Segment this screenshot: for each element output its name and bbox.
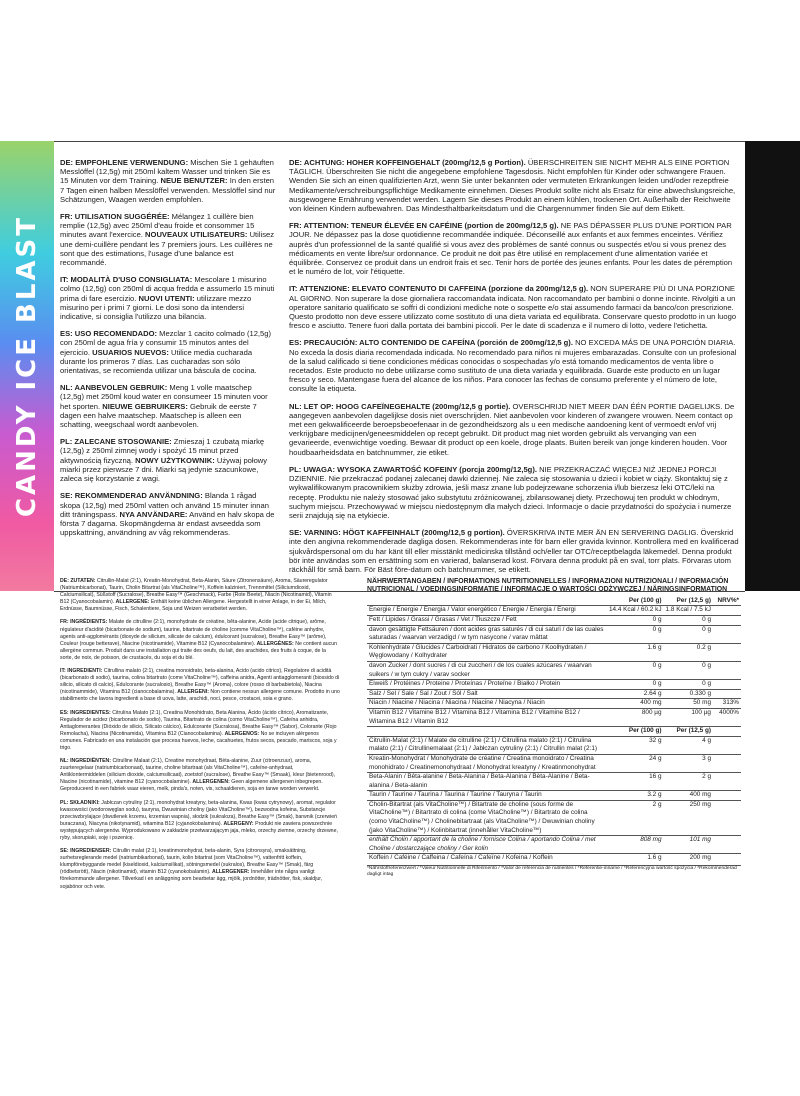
- active-per-100g: 3.2 g: [607, 791, 664, 801]
- ingredients-list: Jabłczan cytruliny (2:1), monohydrat kreatyny, beta-alanina, Kwas (kwas cytrynowy), aromat, regulator kwasowości (wodorowęglan sodu), tauryna, Dwuwinian choliny (jako VitaCholine™), bezwodna kofeina, Substancje przeciwzbrylające (dwutlenek krzemu, krzemian wapnia), słodzik (sukraloza), Breathe Easy™ (Smak), barwnik (czerwień buraczana), Niacyna (nikotynamid), witamina B12 (cyjanokobalamina).: [60, 799, 338, 827]
- allergens-text: Geen algemene allergenen inbegrepen. Geproduceerd in een fabriek waar eieren, melk, pinda's, noten, vis, schaaldieren, soja en tarwe worden verwerkt.: [60, 779, 323, 793]
- warning-text: NO EXCEDA MÁS DE UNA PORCIÓN DIARIA. No exceda la dosis diaria recomendada indicada. No recomendado para niños ni mujeres embarazadas. Consulte con un profesional de la salud calificado si tiene condiciones médicas conocidas o sospechadas y/o está tomando medicamentos de venta libre o recetados. Este producto no debe utilizarse como sustituto de una dieta variada y equilibrada. Guarde este producto en un lugar fresco y seco. Mantengase fuera del alcance de los niños. Para conocer las fechas de consumo preferente y el número de lote, consulte la etiqueta.: [289, 338, 737, 394]
- per-100g-header: Per (100 g): [607, 597, 664, 606]
- usage-paragraph: [60, 275, 276, 321]
- active-per-serving: 101 mg: [664, 836, 713, 854]
- per-100g-value: 0 g: [607, 625, 664, 643]
- usage-heading-new-users: NOWY UŻYTKOWNIK:: [135, 455, 215, 465]
- nrv-value: [713, 680, 741, 690]
- usage-paragraph: [60, 212, 276, 267]
- warning-text: NIE PRZEKRACZAĆ WIĘCEJ NIŻ JEDNEJ PORCJI DZIENNIE. Nie przekraczać podanej zalecanej dawki dziennej. Nie zaleca się stosowania u dzieci i kobiet w ciąży. Skontaktuj się z wykwalifikowanym pracownikiem służby zdrowia, jeśli masz znane lub podejrzewane schorzenia i/lub bierzesz leki OTC/leki na receptę. Produktu nie należy stosować jako substytutu zróżnicowanej, zbilansowanej diety. Przechowuj ten produkt w chłodnym, suchym miejscu. Przechowywać w miejscu niedostępnym dla małych dzieci. Informacje o dacie przydatności do spożycia i numerze serii znajdują się na etykiecie.: [289, 464, 732, 520]
- warning-paragraph: [289, 338, 739, 393]
- allergens-text: Innehåller inte några vanligt förekommande allergener. Tillverkad i en anläggning som bearbetar ägg, mjölk, jordnötter, trädnötter, fisk, skaldjur, sojabönor och vete.: [60, 869, 323, 890]
- per-serving-header: Per (12,5 g): [664, 597, 713, 606]
- nutrient-name: Eiweiß / Protéines / Proteine / Proteínas / Proteïne / Białko / Protein: [367, 680, 607, 690]
- allergens-text: Ne contient aucun allergène commun. Produit dans une installation qui traite des oeufs, du lait, des arachides, des fruits à coque, de la sorte, de noix, de poisson, de crustacés, du soja et du blé.: [60, 640, 338, 661]
- per-100g-value: 1.6 g: [607, 643, 664, 661]
- ingredients-heading: FR: INGRÉDIENTS:: [60, 619, 108, 626]
- active-ingredient-row: [367, 736, 741, 754]
- nutrition-row: [367, 625, 741, 643]
- active-per-serving: 3 g: [664, 754, 713, 772]
- usage-heading: PL: ZALECANE STOSOWANIE:: [60, 437, 172, 447]
- per-100g-header-2: Per (100 g): [607, 727, 664, 737]
- ingredients-list: Citrulina Malato (2:1), Creatina Monohidrato, Beta Alanina, Ácido (ácido cítrico), Aromatizante, Regulador de acidez (bicarbonato de sodio), Taurina, Bitartrato de colina (como VitaCholine™), Cafeína anhidra, Antiaglomerantes (Dióxido de silicio, Silicato cálcico), Edulcorante (Sucralosa), Breathe Easy™ (Sabor), Colorante (Rojo Remolacha), Niacina (Nicotinamida), Vitamina B12 (Cianocobalamina).: [60, 709, 337, 737]
- per-serving-value: 1.8 Kcal / 7.5 kJ: [664, 606, 713, 616]
- usage-text: Meng 1 volle maatschep (12,5g) met 250ml koud water en consumeer 15 minuten voor het sporten.: [60, 383, 268, 411]
- usage-text: Blanda 1 rågad skopa (12,5g) med 250ml vatten och använd 15 minuter innan ditt träningspass.: [60, 491, 269, 519]
- allergens-text: Produkt nie zawiera powszechnie występujących alergenów. Wyprodukowano w zakładzie przetwarzającym jaja, mleko, orzechy ziemne, orzechy drzewne, ryby, skorupiaki, soję i pszenicę.: [60, 820, 338, 841]
- warning-text: ÖVERSKRIVA INTE MER ÄN EN SERVERING DAGLIG. Överskrid inte den angivna rekommenderade dagliga dosen. Rekommenderas inte för barn eller gravida kvinnor. Kontrollera med en kvalificerad sjukvårdspersonal om du har känt till eller misstänkt medicinska tillstånd och/eller tar OTC/receptbelagda läkemedel. Denna produkt bör inte användas som en ersättning som en varierad, balanserad kost. Förvara denna produkt på en sval, torr plats. Förvaras utom räckhåll för små barn. För Bäst före-datum och batchnummer, se etikett.: [289, 528, 739, 574]
- warning-paragraph: [289, 158, 739, 213]
- usage-text-new-users: Använd en halv skopa de första 7 dagarna. Skopmängderna är endast avseedda som uppskattning, användning av våg rekommenderas.: [60, 509, 275, 538]
- nrv-value: [713, 625, 741, 643]
- warning-text: NON SUPERARE PIÙ DI UNA PORZIONE AL GIORNO. Non superare la dose giornaliera raccomandata indicata. Non raccomandato per bambini o donne incinte. Rivolgiti a un operatore sanitario qualificato se soffri di condizioni mediche note o sospette e/o stai assumendo farmaci da banco/con prescrizione. Questo prodotto non deve essere utilizzato come sostituto di una dieta variata ed equilibrata. Conservare questo prodotto in un luogo fresco e asciutto. Tenere fuori dalla portata dei bambini piccoli. Per le date di scadenza e il numero di lotto, vedere l'etichetta.: [289, 284, 737, 331]
- per-serving-header-2: Per (12,5 g): [664, 727, 713, 737]
- nutrition-row: [367, 661, 741, 679]
- ingredients-heading: SE: INGREDIENSER:: [60, 848, 112, 855]
- flavor-color-band: [0, 141, 54, 591]
- usage-text: Mezclar 1 cacito colmado (12,5g) con 250ml de agua fría y consumir 15 minutos antes del ejercicio.: [60, 329, 272, 357]
- nrv-value: [713, 616, 741, 626]
- per-100g-value: 400 mg: [607, 699, 664, 709]
- nutrition-section: [367, 578, 741, 878]
- active-per-serving: 4 g: [664, 736, 713, 754]
- usage-heading-new-users: NEUE BENUTZER:: [160, 176, 228, 186]
- nrv-header: NRV%*: [713, 597, 741, 606]
- nrv-value: [713, 689, 741, 699]
- warning-heading: SE: VARNING: HÖGT KAFFEINHALT (200mg/12,5 g portion).: [289, 528, 505, 538]
- active-nrv-blank: [713, 754, 741, 772]
- usage-heading: FR: UTILISATION SUGGÉRÉE:: [60, 212, 170, 222]
- active-per-100g: 808 mg: [607, 836, 664, 854]
- usage-text-new-users: Utilisez une demi-cuillère pendant les 7 premiers jours. Les cuillères ne sont que des estimations, l'usage d'une balance est recommandé.: [60, 230, 275, 268]
- per-serving-value: 50 mg: [664, 699, 713, 709]
- active-nrv-blank: [713, 736, 741, 754]
- warning-text: NE PAS DÉPASSER PLUS D'UNE PORTION PAR JOUR. Ne dépassez pas la dose quotidienne recommandée indiquée. Déconseillé aux enfants et aux femmes enceintes. Vérifiez auprès d'un professionnel de la santé qualifié si vous avez des problèmes de santé connus ou suspectés et/ou si vous prenez des médicaments en vente libre/sur ordonnance. Ce produit ne doit pas être utilisé en remplacement d'une alimentation variée et équilibrée. Conservez ce produit dans un endroit frais et sec. Tenir hors de portée des jeunes enfants. Pour les dates de péremption et le numéro de lot, voir l'étiquette.: [289, 221, 733, 277]
- active-per-serving: 200 mg: [664, 854, 713, 863]
- nutrient-name: Kohlenhydrate / Glucides / Carboidrati / Hidratos de carbono / Koolhydraten / Węglowodany / Kolhydrater: [367, 643, 607, 661]
- usage-text-new-users: Utilice media cucharada durante los primeros 7 días. Las cucharadas son sólo orientativas, se recomienda utilizar una báscula de cocina.: [60, 347, 257, 376]
- allergens-text: Non contiene nessun allergene comune. Prodotto in uno stabilimento che lavora ingredienti a base di uova, latte, arachidi, noci, pesce, crostacei, soia e grano.: [60, 689, 340, 703]
- warning-paragraph: [289, 284, 739, 330]
- usage-text-new-users: Gebruik de eerste 7 dagen een halve maatschep. Maatschep is alleen een schatting, weegschaal wordt aanbevolen.: [60, 401, 257, 430]
- nutrient-name: Vitamin B12 / Vitamine B12 / Vitamina B12 / Vitamina B12 / Vitamine B12 / Witamina B12 / Vitamin B12: [367, 708, 607, 726]
- nrv-blank: [713, 727, 741, 737]
- warning-heading: DE: ACHTUNG: HOHER KOFFEINGEHALT (200mg/12,5 g Portion).: [289, 158, 526, 167]
- nrv-value: [713, 606, 741, 616]
- active-ingredient-name: Citrullin-Malat (2:1) / Malate de citrulline (2:1) / Citrullina malato (2:1) / Citrulina malato (2:1) / Citrullinemalaat (2:1) / Jabłczan cytruliny (2:1) / Citrullin malat (2:1): [367, 736, 607, 754]
- usage-text: Mescolare 1 misurino colmo (12,5g) con 250ml di acqua fredda e assumerlo 15 minuti prima di fare esercizio.: [60, 275, 275, 303]
- warning-text: ÜBERSCHREITEN SIE NICHT MEHR ALS EINE PORTION TÄGLICH. Überschreiten Sie nicht die angegebene empfohlene Tagesdosis. Nicht empfohlen für Kinder oder schwangere Frauen. Wenden Sie sich an einen qualifizierten Arzt, wenn Sie unter bekannten oder vermuteten Erkrankungen leiden und/oder rezeptfreie Medikamente/verschreibungspflichtige Medikamente einnehmen. Dieses Produkt sollte nicht als Ersatz für eine abwechslungsreiche, ausgewogene Ernährung verwendet werden. Lagern Sie dieses Produkt an einem kühlen, trockenen Ort. Außerhalb der Reichweite von kleinen Kindern aufbewahren. Das Mindesthaltbarkeitsdatum und die Chargennummer finden Sie auf dem Etikett.: [289, 158, 736, 214]
- usage-paragraph: [60, 491, 276, 537]
- allergens-heading: ALERGENY:: [223, 820, 254, 827]
- usage-heading: NL: AANBEVOLEN GEBRUIK:: [60, 383, 168, 393]
- usage-heading-new-users: USUARIOS NUEVOS:: [92, 347, 169, 357]
- usage-heading: SE: REKOMMENDERAD ANVÄNDNING:: [60, 491, 203, 501]
- active-ingredient-row: [367, 754, 741, 772]
- active-ingredient-name: Beta-Alanin / Bêta-alanine / Beta-Alanina / Beta-Alanina / Bèta-Alanine / Beta-alanina / Beta-alanin: [367, 773, 607, 791]
- active-per-serving: 2 g: [664, 773, 713, 791]
- active-ingredient-row: [367, 800, 741, 835]
- per-100g-value: 0 g: [607, 616, 664, 626]
- usage-paragraph: [60, 329, 276, 375]
- warning-heading: ES: PRECAUCIÓN: ALTO CONTENIDO DE CAFEÍNA (porción de 200mg/12,5 g).: [289, 338, 573, 348]
- usage-heading: DE: EMPFOHLENE VERWENDUNG:: [60, 158, 189, 167]
- nutrient-name: Salz / Sel / Sale / Sal / Zout / Sól / Salt: [367, 689, 607, 699]
- active-ingredient-row: [367, 773, 741, 791]
- per-serving-value: 0 g: [664, 661, 713, 679]
- ingredients-paragraph: [60, 578, 340, 613]
- per-serving-value: 0 g: [664, 616, 713, 626]
- nrv-value: [713, 643, 741, 661]
- nutrition-column-header: [367, 597, 741, 606]
- usage-heading: IT: MODALITÀ D'USO CONSIGLIATA:: [60, 275, 193, 285]
- nutrition-row: [367, 689, 741, 699]
- active-ingredient-name: Kreatin-Monohydrat / Monohydrate de créatine / Creatina monoidrato / Creatina monohidrato / Creatinemonohydraat / Monohydrat kreatyny / Kreatinmonohydrat: [367, 754, 607, 772]
- allergens-text: Enthält keine üblichen Allergene. Hergestellt in einer Anlage, in der Ei, Milch, Erdnüsse, Baumnüsse, Fisch, Schalentiere, Soja und Weizen verarbeitet werden.: [60, 599, 327, 613]
- ingredients-list: Citrulline Malaat (2:1), Creatine monohydraat, Bèta-alanine, Zuur (citroenzuur), aroma, zuurteregelaar (natriumbicarbonaat), taurine, choline bitartraat (als VitaCholine™), cafeïne-anhydraat, Antiklontermiddelen (silicium dioxide, calciumsilicaat), zoetstof (sucralose), Breathe Easy™ (Smaak), kleur (bietenrood), Niacine (nicotinamide), vitamine B12 (cyanocobalamine).: [60, 758, 336, 786]
- per-serving-value: 0 g: [664, 680, 713, 690]
- allergens-heading: ALLERGENI:: [177, 689, 209, 696]
- warning-text: OVERSCHRIJD NIET MEER DAN ÉÉN PORTIE DAGELIJKS. De aangegeven aanbevolen dagelijkse dosis niet overschrijden. Niet aanbevolen voor kinderen of zwangere vrouwen. Neem contact op met een gekwalificeerde beroepsbeoefenaar in de gezondheidszorg als u een medische aandoening kent of vermoedt en/of vrij verkrijgbare medicijnen/geneesmiddelen op recept gebruikt. Dit product mag niet worden gebruikt als vervanging van een gevarieerde, evenwichtige voeding. Bewaar dit product op een koele, droge plaats. Buiten bereik van jonge kinderen houden. Voor houdbaarheidsdata en batchnummer, zie etiket.: [289, 401, 735, 457]
- nrv-footnote: *Nährstoffreferenzwert / *Valeur Nutritionnelle di Riferimento / *Valor de referencia de nutrientes / *Referentie-inname / *Referencyjna wartość spożycia / *Rekommenderad dagligt intag: [367, 865, 741, 878]
- ingredients-heading: IT: INGREDIENTI:: [60, 668, 103, 675]
- active-ingredient-row: [367, 836, 741, 854]
- allergens-heading: ALERGENOS:: [224, 730, 260, 737]
- nutrition-header: NÄHRWERTANGABEN / INFORMATIONS NUTRITIONNELLES / INFORMAZIONI NUTRIZIONALI / INFORMACIÓN NUTRICIONAL / VOEDINGSINFORMATIE / INFORMACJE O WARTOŚCI ODŻYWCZEJ / NÄRINGSINFORMATION: [367, 578, 729, 594]
- black-side-bar: [745, 141, 800, 591]
- nutrition-row: [367, 708, 741, 726]
- product-name: CANDY ICE BLAST: [12, 214, 42, 518]
- usage-paragraph: [60, 158, 276, 204]
- usage-heading-new-users: NUOVI UTENTI:: [138, 293, 195, 303]
- nutrition-row: [367, 699, 741, 709]
- allergens-heading: ALLERGÈNES:: [256, 640, 294, 647]
- active-nrv-blank: [713, 773, 741, 791]
- usage-heading-new-users: NYA ANVÄNDARE:: [119, 509, 188, 519]
- nutrition-row: [367, 680, 741, 690]
- ingredients-heading: ES: INGREDIENTES:: [60, 709, 111, 716]
- warning-heading: IT: ATTENZIONE: ELEVATO CONTENUTO DI CAFFEINA (porzione da 200mg/12,5 g).: [289, 284, 589, 294]
- active-nrv-blank: [713, 800, 741, 835]
- per-serving-value: 100 µg: [664, 708, 713, 726]
- ingredients-paragraph: [60, 668, 340, 703]
- nutrient-name: Fett / Lipides / Grassi / Grasas / Vet / Tłuszcze / Fett: [367, 616, 607, 626]
- nutrition-row: [367, 616, 741, 626]
- active-nrv-blank: [713, 854, 741, 863]
- nrv-value: 313%: [713, 699, 741, 709]
- per-serving-value: 0.2 g: [664, 643, 713, 661]
- usage-text-new-users: In den ersten 7 Tagen einen halben Messlöffel verwenden. Messlöffel sind nur Schätzungen, Waagen werden empfohlen.: [60, 176, 276, 204]
- warning-paragraph: [289, 402, 739, 457]
- nutrition-row: [367, 606, 741, 616]
- nrv-value: [713, 661, 741, 679]
- usage-text-new-users: Używaj połowy miarki przez pierwsze 7 dni. Miarki są jedynie szacunkowe, zaleca się korzystanie z wagi.: [60, 455, 268, 484]
- usage-paragraph: [60, 383, 276, 429]
- active-ingredient-name: enthält Cholin / apportant de la choline / fornisce Colina / aportando Colina / met Choline / dostarczające choliny / Ger kolin: [367, 836, 607, 854]
- active-nrv-blank: [713, 791, 741, 801]
- per-100g-value: 0 g: [607, 661, 664, 679]
- allergens-text: No se incluyen alérgenos comunes. Fabricado en una instalación que procesa huevos, leche, cacahuetes, frutos secos, pescado, mariscos, soja y trigo.: [60, 730, 337, 751]
- ingredients-list: Citrullina malato (2:1), creatina monoidrato, beta-alanina, Acido (acido citrico), Regolatore di acidità (bicarbonato di sodio), taurina, colina bitartrato (come VitaCholine™), caffeina anidra, Agenti antiagglomeranti (biossido di silicio, silicato di calcio), Edulcorante (sucralosio), Breathe Easy™ (Aroma), colore (rosso di barbabietola), Niacina (nicotinammide), Vitamina B12 (cianocobalamina).: [60, 668, 340, 696]
- warning-heading: NL: LET OP: HOOG CAFEÏNEGEHALTE (200mg/12,5 g portie).: [289, 401, 511, 411]
- ingredients-section: [60, 578, 340, 897]
- active-header-blank: [367, 727, 607, 737]
- active-per-100g: 2 g: [607, 800, 664, 835]
- warning-heading: FR: ATTENTION: TENEUR ÉLEVÉE EN CAFÉINE (portion de 200mg/12,5 g).: [289, 221, 559, 231]
- warning-paragraph: [289, 528, 739, 574]
- per-100g-value: 0 g: [607, 680, 664, 690]
- active-per-100g: 32 g: [607, 736, 664, 754]
- warning-paragraph: [289, 221, 739, 276]
- nutrient-column-blank: [367, 597, 607, 606]
- active-nrv-blank: [713, 836, 741, 854]
- ingredients-paragraph: [60, 800, 340, 843]
- per-serving-value: 0.330 g: [664, 689, 713, 699]
- warning-heading: PL: UWAGA: WYSOKA ZAWARTOŚĆ KOFEINY (porcja 200mg/12,5g).: [289, 464, 537, 474]
- nutrient-name: davon gesättigte Fettsäuren / dont acides gras saturés / di cui saturi / de las cuales saturadas / waarvan verzadigd / w tym nasycone / varav mättat: [367, 625, 607, 643]
- per-100g-value: 800 µg: [607, 708, 664, 726]
- allergens-heading: ALLERGENEN:: [192, 779, 230, 786]
- usage-column: [60, 158, 276, 545]
- active-per-100g: 1.6 g: [607, 854, 664, 863]
- per-serving-value: 0 g: [664, 625, 713, 643]
- usage-heading: ES: USO RECOMENDADO:: [60, 329, 158, 339]
- active-per-100g: 24 g: [607, 754, 664, 772]
- usage-text: Mélangez 1 cuillère bien remplie (12,5g) avec 250ml d'eau froide et consommer 15 minutes avant l'exercice.: [60, 212, 255, 240]
- allergens-heading: ALLERGENER:: [211, 869, 250, 876]
- active-ingredient-name: Cholin-Bitartrat (als VitaCholine™) / Bitartrate de choline (sous forme de VitaCholine™) / Bitartrato di colina (come VitaCholine™) / Bitartrato de colina (como VitaCholine™) / Cholinebitartraat (als VitaCholine™) / Dwuwinian choliny (jako VitaCholine™) / Kolinbitartrat (innehåller VitaCholine™): [367, 800, 607, 835]
- active-ingredient-row: [367, 791, 741, 801]
- ingredients-list: Citrullin malat (2:1), kreatinmonohydrat, beta-alanin, Syra (citronsyra), smaksättning, surhetsreglerande medel (natriumbikarbonat), taurin, kolin bitartrat (som VitaCholine™), vattenfritt koffein, klumpförebyggande medel (kiseldioxid, kalciumsilikat), sötningsmedel (sukralos), Breathe Easy™ (Smak), färg (rödbetsrött), Niacin (nikotinamid), vitamin B12 (cyanokobalamin).: [60, 848, 314, 876]
- active-ingredient-name: Koffein / Caféine / Caffeina / Cafeína / Cafeïne / Kofeina / Koffein: [367, 854, 607, 863]
- ingredients-paragraph: [60, 848, 340, 891]
- active-per-serving: 400 mg: [664, 791, 713, 801]
- nrv-value: 4000%: [713, 708, 741, 726]
- nutrient-name: Niacin / Niacine / Niacina / Niacina / Niacine / Niacyna / Niacin: [367, 699, 607, 709]
- active-per-serving: 250 mg: [664, 800, 713, 835]
- nutrient-name: davon Zucker / dont sucres / di cui zuccheri / de los cuales azúcares / waarvan suikers / w tym cukry / varav socker: [367, 661, 607, 679]
- allergens-heading: ALLERGENE:: [115, 599, 150, 606]
- ingredients-heading: DE: ZUTATEN:: [60, 578, 96, 584]
- ingredients-list: Citrullin-Malat (2:1), Kreatin-Monohydrat, Beta-Alanin, Säure (Zitronensäure), Aroma, Säureregulator (Natriumbicarbonat), Taurin, Cholin Bitartrat (als VitaCholine™), Koffein kalziniert, Trennmittel (Siliciumdioxid, Calciumsilicat), Süßstoff (Sucralose), Breathe Easy™ (Geschmack), Farbe (Rote Beete), Niacin (Nicotinamid), Vitamin B12 (Cyanocobalamin).: [60, 578, 332, 606]
- ingredients-paragraph: [60, 758, 340, 793]
- usage-heading-new-users: NIEUWE GEBRUIKERS:: [102, 401, 188, 411]
- warning-paragraph: [289, 465, 739, 520]
- usage-paragraph: [60, 437, 276, 483]
- active-ingredient-row: [367, 854, 741, 863]
- usage-text-new-users: utilizzare mezzo misurino per i primi 7 giorni. Le dosi sono da intendersi indicative, si consiglia l'utilizzo una bilancia.: [60, 293, 252, 322]
- per-100g-value: 2.64 g: [607, 689, 664, 699]
- nutrition-row: [367, 643, 741, 661]
- warnings-column: [289, 158, 739, 582]
- usage-text: Zmieszaj 1 czubatą miarkę (12,5g) z 250ml zimnej wody i spożyć 15 minut przed aktywnością fizyczną.: [60, 437, 265, 465]
- nutrient-name: Energie / Energie / Energia / Valor energético / Energie / Energia / Energi: [367, 606, 607, 616]
- ingredients-heading: PL: SKŁADNIKI:: [60, 799, 100, 806]
- ingredients-list: Malate de citrulline (2:1), monohydrate de créatine, bêta-alanine, Acide (acide citrique), arôme, régulateur d'acidité (bicarbonate de sodium), taurine, bitartrate de choline (comme VitaCholine™), caféine anhydre, agents anti-agglomérants (dioxyde de silicium, silicate de calcium), édulcorant (sucralose), Breathe Easy™ (arôme), Couleur (rouge betterave), Niacine (nicotinamide), Vitamine B12 (Cyanocobalamine).: [60, 619, 327, 647]
- usage-text: Mischen Sie 1 gehäuften Messlöffel (12,5g) mit 250ml kaltem Wasser und trinken Sie es 15 Minuten vor dem Training.: [60, 158, 274, 186]
- ingredients-paragraph: [60, 619, 340, 662]
- ingredients-heading: NL: INGREDIËNTEN:: [60, 758, 112, 765]
- active-ingredients-header: [367, 727, 741, 737]
- active-per-100g: 16 g: [607, 773, 664, 791]
- ingredients-paragraph: [60, 710, 340, 753]
- usage-heading-new-users: NOUVEAUX UTILISATEURS:: [145, 230, 248, 240]
- per-100g-value: 14.4 Kcal / 60.2 kJ: [607, 606, 664, 616]
- active-ingredient-name: Taurin / Taurine / Taurina / Taurina / Taurine / Tauryna / Taurin: [367, 791, 607, 801]
- nutrition-table: [367, 597, 741, 863]
